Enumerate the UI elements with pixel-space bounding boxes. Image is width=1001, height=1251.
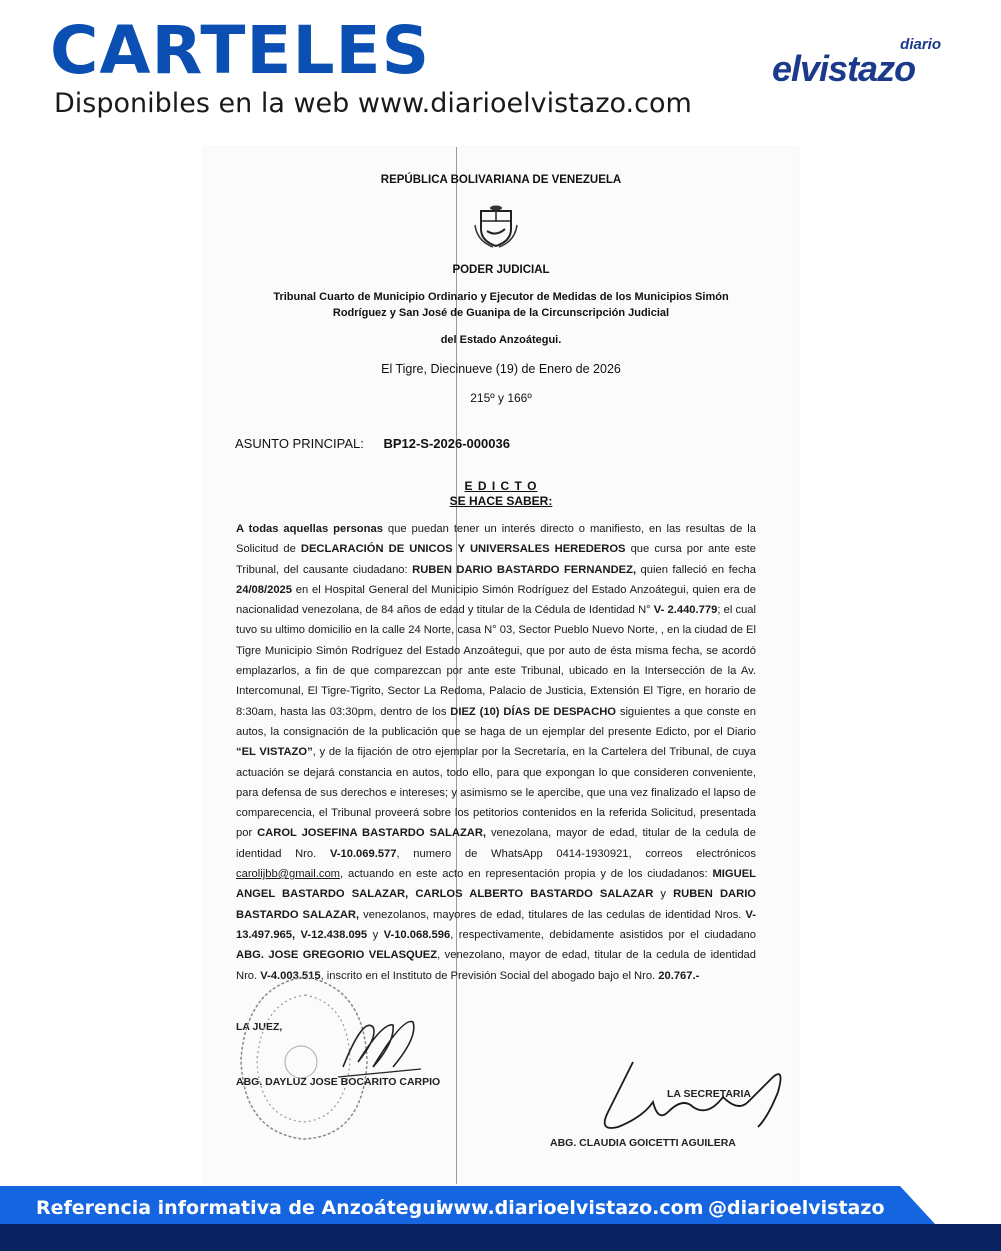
- footer-reference: Referencia informativa de Anzoátegui: [36, 1197, 443, 1219]
- tribunal-line-3: del Estado Anzoátegui.: [440, 334, 562, 346]
- edict-body-run: , respectivamente, debidamente asistidos por el ciudadano: [450, 928, 756, 941]
- footer-bar: [0, 1186, 1001, 1251]
- edict-body-run: RUBEN DARIO BASTARDO SALAZAR,: [236, 888, 757, 921]
- years-line: 215º y 166º: [470, 391, 532, 405]
- asunto-label: ASUNTO PRINCIPAL:: [235, 436, 364, 451]
- judge-signature: [333, 1007, 423, 1087]
- asunto-value: BP12-S-2026-000036: [383, 436, 510, 451]
- footer-website-link[interactable]: www.diarioelvistazo.com: [436, 1197, 704, 1219]
- edict-body-run: venezolanos, mayores de edad, titulares de las cedulas de identidad Nros.: [359, 908, 746, 921]
- header-title: CARTELES: [50, 12, 431, 89]
- edict-body-run: carolijbb@gmail.com: [236, 868, 340, 881]
- juez-name: ABG. DAYLUZ JOSE BOCARITO CARPIO: [236, 1076, 441, 1088]
- tribunal-line-1: Tribunal Cuarto de Municipio Ordinario y Ejecutor de Medidas de los Municipios Simón: [273, 291, 729, 303]
- edict-body-run: , y de la fijación de otro ejemplar por la Secretaría, en la Cartelera del Tribunal, de cuya actuación se dejará constancia en autos, todo ello, para que expongan lo que consideren conveniente, para defensa de sus derechos e intereses; y asimismo se le apercibe, que una vez finalizado el lapso de comparecencia, el Tribunal proveerá sobre los petitorios contenidos en la referida Solicitud, presentada por: [236, 746, 756, 840]
- secretary-signature: [573, 1057, 793, 1137]
- coat-of-arms-icon: [473, 205, 519, 249]
- edict-body-text: [236, 519, 756, 986]
- edict-body-run: que cursa por ante este Tribunal, del causante ciudadano:: [236, 543, 757, 576]
- edict-body-run: DIEZ (10) DÍAS DE DESPACHO: [450, 705, 616, 718]
- poder-judicial-heading: PODER JUDICIAL: [452, 264, 550, 276]
- edict-body-run: “EL VISTAZO”: [236, 746, 313, 759]
- edict-body-run: que puedan tener un interés directo o manifiesto, en las resultas de la Solicitud de: [236, 523, 756, 556]
- footer-social-handle[interactable]: @diarioelvistazo: [708, 1197, 885, 1219]
- edicto-heading: E D I C T O: [464, 479, 538, 493]
- logo-big-text: elvistazo: [772, 48, 916, 89]
- se-hace-saber-heading: SE HACE SABER:: [449, 494, 553, 508]
- edict-body-run: en el Hospital General del Municipio Simón Rodríguez del Estado Anzoátegui, quien era de nacionalidad venezolana, de 84 años de edad y titular de la Cédula de Identidad N°: [236, 583, 756, 617]
- edict-body-run: ; el cual tuvo su ultimo domicilio en la calle 24 Norte, casa N° 03, Sector Pueblo Nuevo Norte, , en la ciudad de El Tigre Municipio Simón Rodríguez del Estado Anzoátegui, que por auto de ésta misma fecha, se acordó emplazarlos, a fin de que comparezcan por ante este Tribunal, ubicado en la Intersección de la Av. Intercomunal, El Tigre-Tigrito, Sector La Redoma, Palacio de Justicia, Extensión El Tigre, en horario de 8:30am, hasta las 03:30pm, dentro de los: [236, 604, 756, 718]
- edict-body-run: RUBEN DARIO BASTARDO FERNANDEZ,: [412, 563, 637, 576]
- logo-small-text: diario: [900, 36, 941, 53]
- edict-body-run: ABG. JOSE GREGORIO VELASQUEZ: [236, 949, 438, 962]
- edict-body-run: venezolana, mayor de edad, titular de la cedula de identidad Nro.: [236, 827, 757, 860]
- edict-body-run: y: [653, 888, 674, 901]
- edict-body-run: , inscrito en el Instituto de Previsión Social del abogado bajo el Nro.: [320, 969, 659, 982]
- edict-body-run: CAROL JOSEFINA BASTARDO SALAZAR,: [257, 827, 487, 840]
- edict-body-run: 24/08/2025: [236, 583, 292, 596]
- edict-body-run: quien falleció en fecha: [636, 563, 756, 576]
- edict-body-run: , venezolano, mayor de edad, titular de la cedula de identidad Nro.: [236, 949, 756, 982]
- date-line: El Tigre, Diecinueve (19) de Enero de 2026: [381, 362, 621, 376]
- secretaria-name: ABG. CLAUDIA GOICETTI AGUILERA: [550, 1137, 736, 1149]
- asunto-principal: [235, 436, 510, 451]
- edict-body-run: siguientes a que conste en autos, la consignación de la publicación que se haga de un ejemplar del presente Edicto, por el Diario: [236, 705, 756, 738]
- edict-body-run: V-10.068.596: [383, 928, 451, 941]
- edict-body-run: , numero de WhatsApp 0414-1930921, correos electrónicos: [396, 847, 757, 860]
- edict-body-run: V-10.069.577: [329, 847, 397, 860]
- header-subtitle: Disponibles en la web www.diarioelvistazo.com: [54, 88, 692, 119]
- edict-body-run: 20.767.-: [658, 969, 700, 982]
- edict-body-run: V- 2.440.779: [653, 604, 718, 617]
- tribunal-line-2: Rodríguez y San José de Guanipa de la Circunscripción Judicial: [332, 307, 670, 319]
- edict-body-run: , actuando en este acto en representación propia y de los ciudadanos:: [340, 868, 713, 881]
- edict-body-run: DECLARACIÓN DE UNICOS Y UNIVERSALES HEREDEROS: [300, 543, 626, 556]
- secretaria-label: LA SECRETARIA: [667, 1088, 751, 1100]
- edict-body-run: MIGUEL ANGEL BASTARDO SALAZAR, CARLOS ALBERTO BASTARDO SALAZAR: [236, 868, 756, 901]
- edict-body-run: V-4.003.515: [260, 969, 321, 982]
- juez-label: LA JUEZ,: [236, 1021, 283, 1033]
- republic-heading: REPÚBLICA BOLIVARIANA DE VENEZUELA: [380, 174, 622, 186]
- edict-body-run: V-13.497.965, V-12.438.095: [236, 908, 756, 941]
- elvistazo-logo: [772, 36, 947, 89]
- edict-document: [203, 147, 799, 1184]
- edict-body-run: A todas aquellas personas: [236, 523, 383, 535]
- edict-body-run: y: [367, 928, 384, 941]
